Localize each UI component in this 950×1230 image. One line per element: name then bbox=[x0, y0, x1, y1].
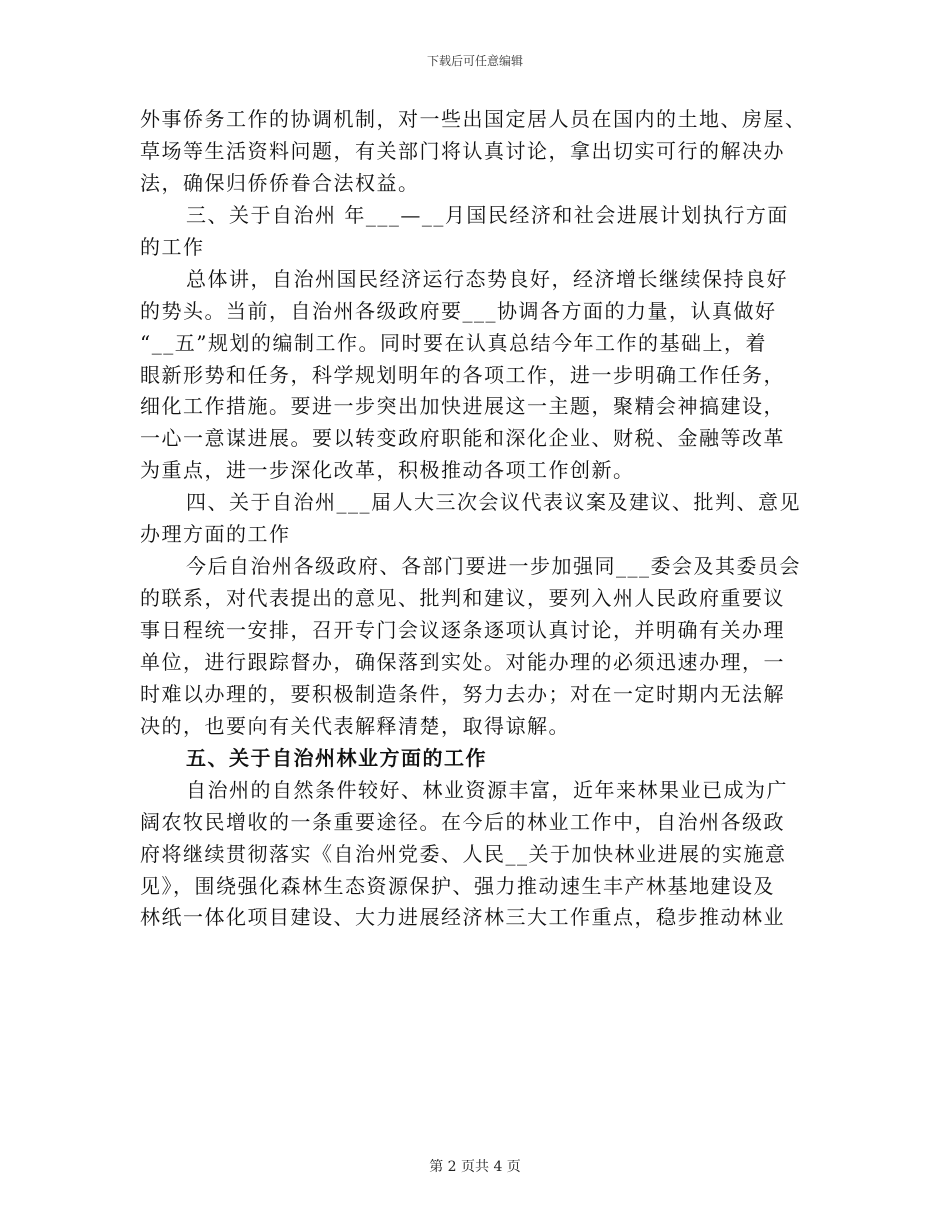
text-line: 的势头。当前，自治州各级政府要___协调各方面的力量，认真做好 bbox=[140, 298, 777, 323]
text-line: 法，确保归侨侨眷合法权益。 bbox=[140, 170, 420, 195]
text-line: 府将继续贯彻落实《自治州党委、人民__关于加快林业进展的实施意 bbox=[140, 841, 787, 866]
page-header: 下载后可任意编辑 bbox=[426, 54, 523, 68]
text-line: 的工作 bbox=[140, 234, 205, 259]
text-line: 见》，围绕强化森林生态资源保护、强力推动速生丰产林基地建设及 bbox=[140, 873, 775, 898]
text-line: 林纸一体化项目建设、大力进展经济林三大工作重点，稳步推动林业 bbox=[140, 905, 785, 930]
text-line: 眼新形势和任务，科学规划明年的各项工作，进一步明确工作任务， bbox=[140, 362, 785, 387]
page-number: 第 2 页共 4 页 bbox=[429, 1159, 521, 1175]
text-line: 时难以办理的，要积极制造条件，努力去办；对在一定时期内无法解 bbox=[140, 681, 785, 706]
text-line: 办理方面的工作 bbox=[140, 522, 291, 547]
text-line: “__五”规划的编制工作。同时要在认真总结今年工作的基础上，着 bbox=[140, 330, 767, 355]
text-line: 单位，进行跟踪督办，确保落到实处。对能办理的必须迅速办理，一 bbox=[140, 649, 785, 674]
document-body bbox=[140, 104, 810, 934]
text-line: 总体讲，自治州国民经济运行态势良好，经济增长继续保持良好 bbox=[186, 266, 788, 291]
text-line: 自治州的自然条件较好、林业资源丰富，近年来林果业已成为广 bbox=[186, 777, 788, 802]
section-heading: 五、关于自治州林业方面的工作 bbox=[186, 745, 487, 770]
text-line: 三、关于自治州 年___—__月国民经济和社会进展计划执行方面 bbox=[186, 202, 789, 227]
text-line: 细化工作措施。要进一步突出加快进展这一主题，聚精会神搞建设， bbox=[140, 394, 785, 419]
text-line: 的联系，对代表提出的意见、批判和建议，要列入州人民政府重要议 bbox=[140, 586, 785, 611]
text-line: 为重点，进一步深化改革，积极推动各项工作创新。 bbox=[140, 458, 635, 483]
text-line: 一心一意谋进展。要以转变政府职能和深化企业、财税、金融等改革 bbox=[140, 426, 785, 451]
text-line: 四、关于自治州___届人大三次会议代表议案及建议、批判、意见 bbox=[186, 490, 801, 515]
text-line: 决的，也要向有关代表解释清楚，取得谅解。 bbox=[140, 713, 570, 738]
text-line: 今后自治州各级政府、各部门要进一步加强同___委会及其委员会 bbox=[186, 554, 801, 579]
text-line: 阔农牧民增收的一条重要途径。在今后的林业工作中，自治州各级政 bbox=[140, 809, 785, 834]
text-line: 外事侨务工作的协调机制，对一些出国定居人员在国内的土地、房屋、 bbox=[140, 107, 807, 131]
text-line: 事日程统一安排，召开专门会议逐条逐项认真讨论，并明确有关办理 bbox=[140, 618, 785, 642]
text-line: 草场等生活资料问题，有关部门将认真讨论，拿出切实可行的解决办 bbox=[140, 138, 785, 163]
